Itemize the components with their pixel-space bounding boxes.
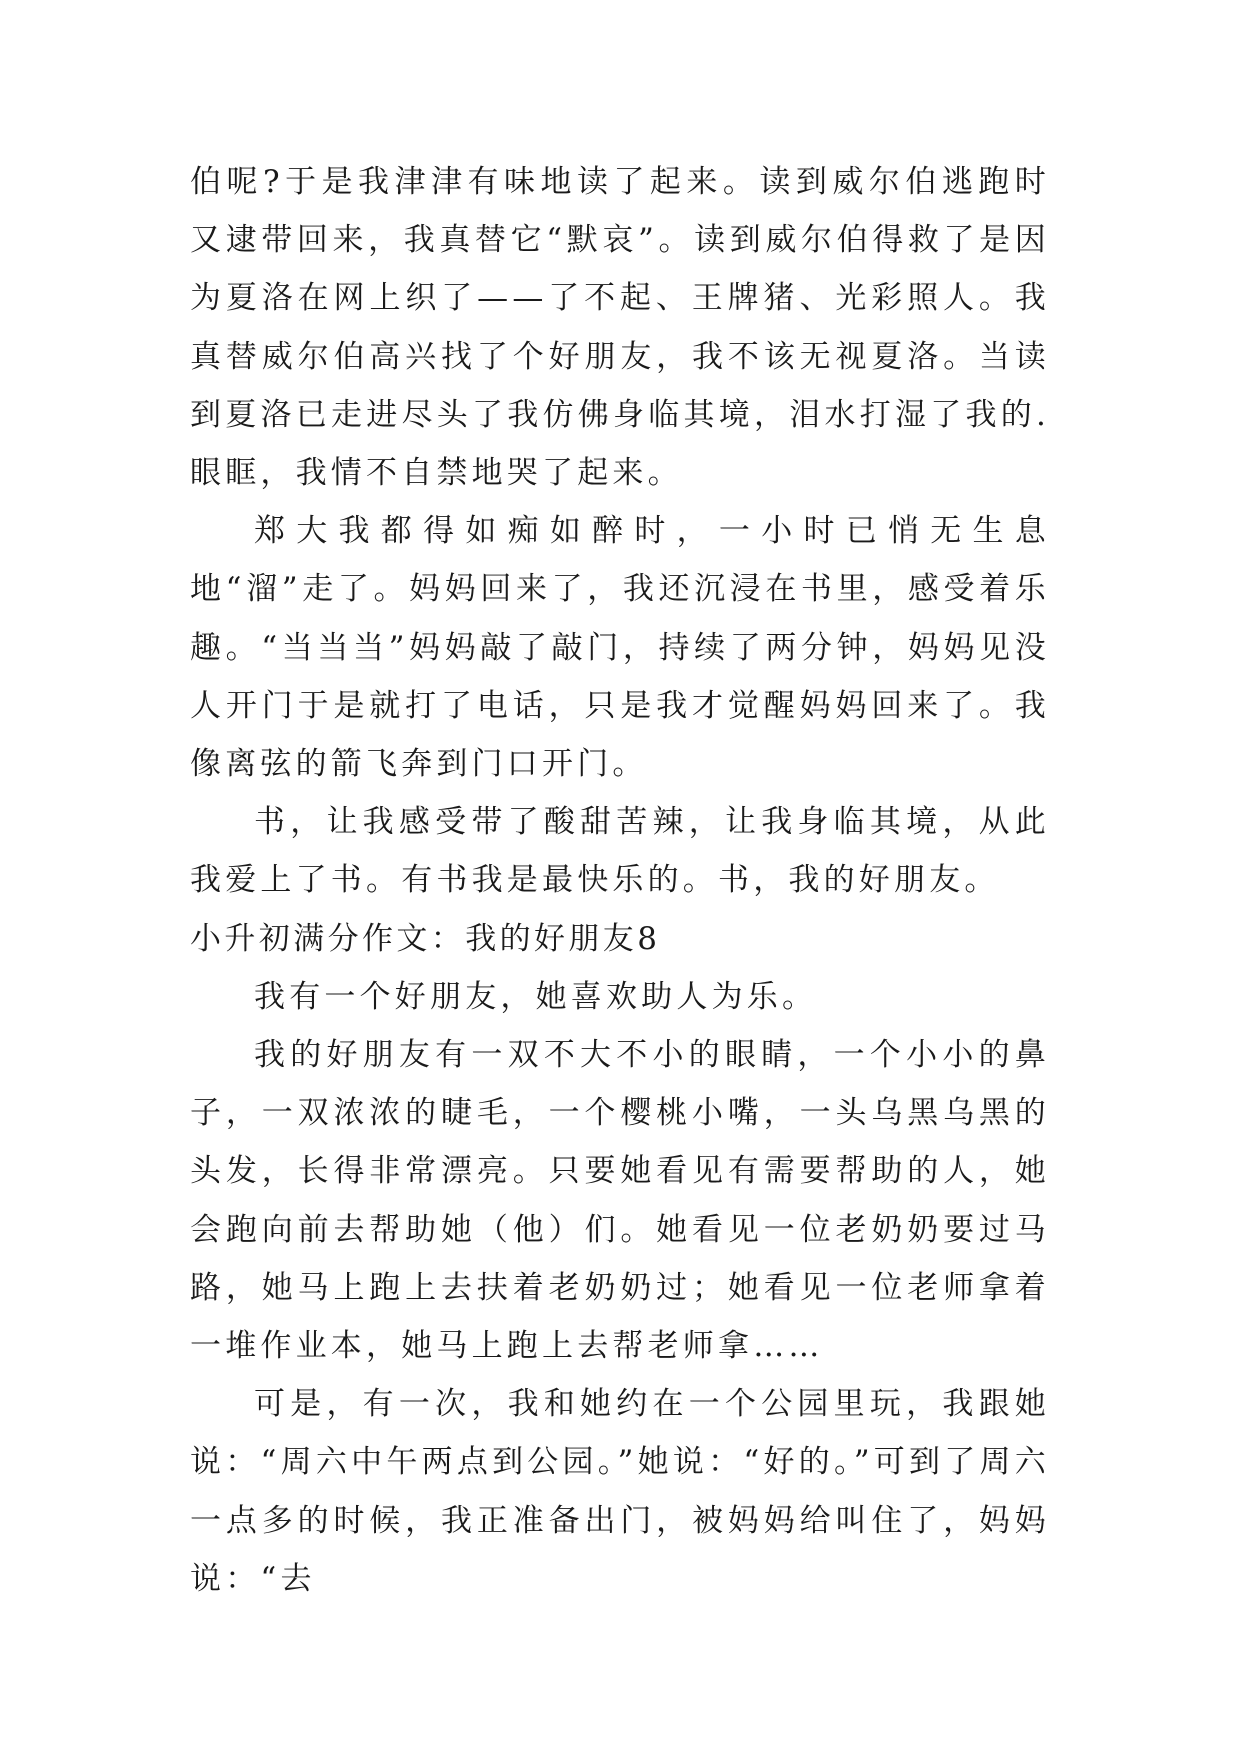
paragraph-continuation: 伯呢?于是我津津有味地读了起来。读到威尔伯逃跑时又逮带回来，我真替它“默哀”。读到威尔伯得救了是因为夏洛在网上织了——了不起、王牌猪、光彩照人。我真替威尔伯高兴找了个好朋友，我不该无视夏洛。当读到夏洛已走进尽头了我仿佛身临其境，泪水打湿了我的.眼眶，我情不自禁地哭了起来。 xyxy=(190,164,1050,492)
paragraph: 我的好朋友有一双不大不小的眼睛，一个小小的鼻子，一双浓浓的睫毛，一个樱桃小嘴，一头乌黑乌黑的头发，长得非常漂亮。只要她看见有需要帮助的人，她会跑向前去帮助她（他）们。她看见一位老奶奶要过马路，她马上跑上去扶着老奶奶过；她看见一位老师拿着一堆作业本，她马上跑上去帮老师拿…… xyxy=(190,1037,1050,1365)
paragraph: 可是，有一次，我和她约在一个公园里玩，我跟她说：“周六中午两点到公园。”她说：“好的。”可到了周六一点多的时候，我正准备出门，被妈妈给叫住了，妈妈说：“去 xyxy=(190,1386,1050,1597)
essay-heading: 小升初满分作文：我的好朋友8 xyxy=(190,920,661,957)
paragraph: 郑大我都得如痴如醉时，一小时已悄无生息地“溜”走了。妈妈回来了，我还沉浸在书里，感受着乐趣。“当当当”妈妈敲了敲门，持续了两分钟，妈妈见没人开门于是就打了电话，只是我才觉醒妈妈回来了。我像离弦的箭飞奔到门口开门。 xyxy=(190,513,1050,783)
document-body xyxy=(190,153,1050,1608)
paragraph: 我有一个好朋友，她喜欢助人为乐。 xyxy=(254,978,818,1015)
paragraph: 书，让我感受带了酸甜苦辣，让我身临其境，从此我爱上了书。有书我是最快乐的。书，我的好朋友。 xyxy=(190,804,1050,899)
